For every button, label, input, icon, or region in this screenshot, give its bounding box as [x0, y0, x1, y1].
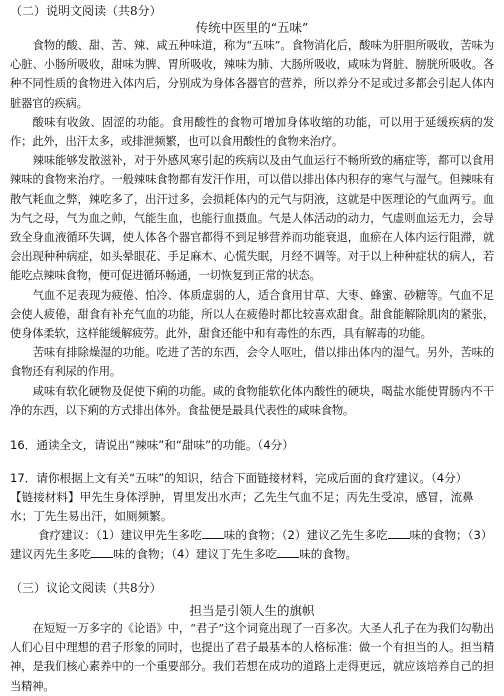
section-heading: （二）说明文阅读（共8分） — [10, 4, 162, 18]
diet-advice — [10, 526, 494, 564]
article-paragraph: 咸味有软化硬物及促使下痢的功能。咸的食物能软化体内酸性的硬块，喝盐水能使胃肠内不干净的东西，以下痢的方式排出体外。食盐便是最具代表性的咸味食物。 — [10, 384, 494, 417]
advice-item — [171, 547, 357, 561]
advice-prefix: 建议丁先生多吃 — [195, 547, 278, 562]
advice-number: （2） — [281, 528, 307, 543]
article-paragraph: 气血不足表现为疲倦、怕冷、体质虚弱的人，适合食用甘草、大枣、蜂蜜、砂糖等。气血不足会使人疲倦，甜食有补充气血的功能，所以人在疲倦时都比较喜欢甜食。甜食能解除肌肉的紧张，使身体柔软，这样能缓解疲劳。此外，甜食还能中和有毒性的东西，具有解毒的功能。 — [10, 288, 494, 341]
article-paragraph: 酸味有收敛、固涩的功能。食用酸性的食物可增加身体收缩的功能，可以用于延缓疾病的发作；此外，出汗太多，或排泄频繁，也可以食用酸性的食物来治疗。 — [10, 115, 494, 149]
question-17: 17．请你根据上文有关“五味”的知识，结合下面链接材料，完成后面的食疗建议。（4分） — [10, 471, 468, 486]
article-title: 担当是引领人生的旗帜 — [189, 603, 315, 619]
advice-number: （3） — [467, 528, 493, 543]
article-paragraph: 苦味有排除燥湿的功能。吃进了苦的东西，会令人呕吐，借以排出体内的湿气。另外，苦味的食物还有利尿的作用。 — [10, 346, 494, 379]
article-paragraph: 辣味能够发散滋补，对于外感风寒引起的疾病以及由气血运行不畅所致的痛症等，都可以食用辣味的食物来治疗。一般辣味食物都有发汗作用，可以借以排出体内积存的寒气与湿气。但辣味有散气耗血之弊，辣吃多了，出汗过多，会损耗体内的元气与阴液，这就是中医理论的气血两亏。血为气之母，气为血之帅，气能生血，也能行血摄血。气是人体活动的动力，气虚则血运无力，会导致全身血液循环失调，使人体各个器官都得不到足够营养而功能衰退，血瘀在人体内运行阻滞，就会出现种种病症，如头晕眼花、手足麻木、心慌失眠，月经不调等。对于以上种种症状的病人，若能吃点辣味食物，便可促进循环畅通，一切恢复到正常的状态。 — [10, 154, 494, 283]
advice-number: （1） — [95, 528, 121, 543]
advice-prefix: 建议丙先生多吃 — [10, 547, 92, 562]
answer-blank[interactable] — [91, 547, 113, 558]
answer-blank[interactable] — [277, 547, 299, 558]
advice-suffix: 味的食物； — [113, 547, 172, 562]
advice-suffix: 味的食物。 — [299, 547, 358, 562]
advice-item — [282, 528, 468, 542]
article-paragraph: 食物的酸、甜、苦、辣、咸五种味道，称为“五味”。食物消化后，酸味为肝胆所吸收，苦味为心脏、小肠所吸收，甜味为脾、胃所吸收，辣味为肺、大肠所吸收，咸味为肾脏、膀胱所吸收。各种不同性质的食物进入体内后，分别成为身体各器官的营养，所以养分不足或过多都会引起人体内脏器官的疾病。 — [10, 39, 494, 110]
advice-prefix: 建议乙先生多吃 — [306, 528, 388, 543]
article-title: 传统中医里的“五味” — [195, 20, 309, 35]
answer-blank[interactable] — [202, 528, 224, 539]
question-16: 16．通读全文，请说出“辣味”和“甜味”的功能。（4分） — [10, 438, 294, 453]
link-material: 【链接材料】甲先生身体浮肿，胃里发出水声；乙先生气血不足；丙先生受凉，感冒，流鼻水；丁先生易出汗，如厕频繁。 — [10, 490, 474, 524]
answer-blank[interactable] — [388, 528, 410, 539]
advice-suffix: 味的食物； — [409, 528, 468, 543]
advice-item — [96, 528, 282, 542]
advice-prefix: 建议甲先生多吃 — [120, 528, 202, 543]
article-paragraph: 在短短一万多字的《论语》中，“君子”这个词竟出现了一百多次。大圣人孔子在为我们勾勒出人们心目中理想的君子形象的同时，也提出了君子最基本的人格标准：做一个有担当的人。担当精神，是我们核心素养中的一个重要部分。我们若想在成功的道路上走得更远，就应该培养自己的担当精神。 — [10, 622, 494, 693]
advice-number: （4） — [171, 547, 196, 562]
advice-suffix: 味的食物； — [223, 528, 282, 543]
section-heading: （三）议论文阅读（共8分） — [10, 581, 162, 596]
advice-label: 食疗建议： — [37, 528, 96, 543]
